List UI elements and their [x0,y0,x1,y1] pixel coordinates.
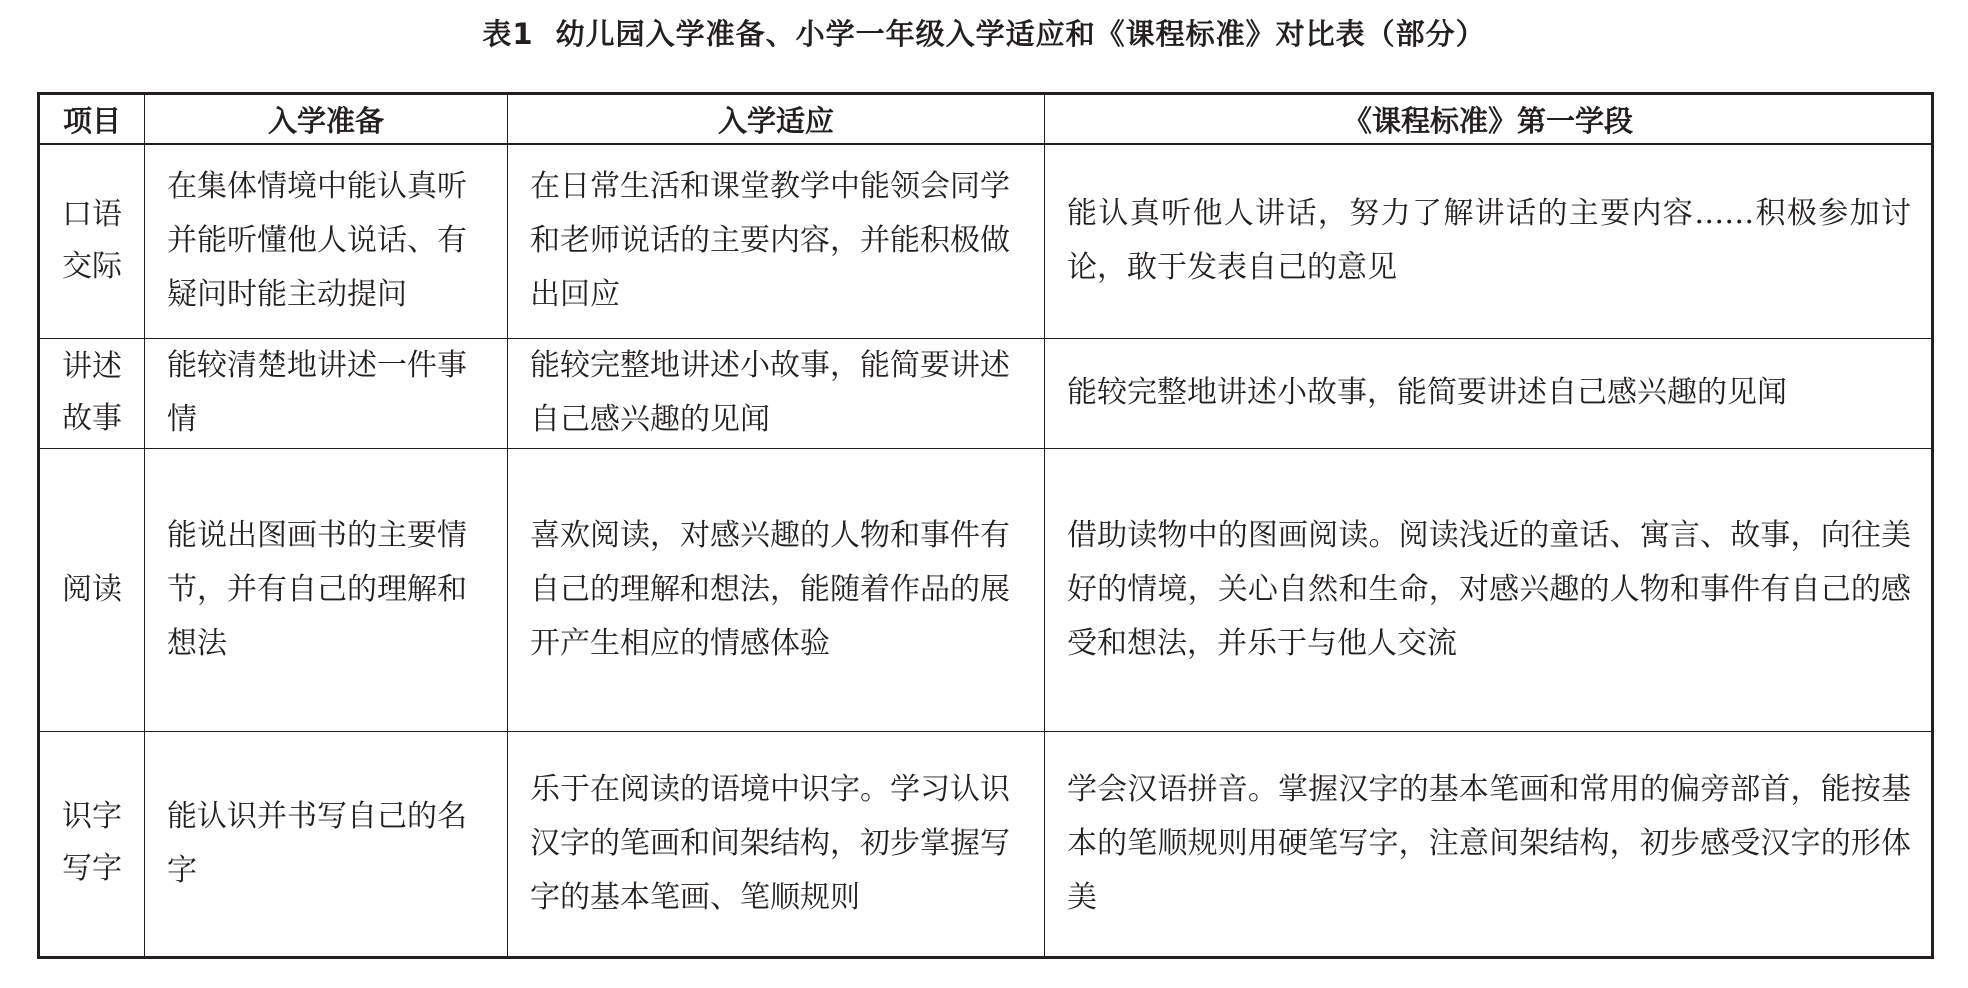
table-number: 表1 [482,17,534,51]
table-caption [0,12,1968,56]
preparation-cell: 能较清楚地讲述一件事情 [145,338,508,448]
header-row [39,94,1933,145]
table-row-reading [39,449,1933,732]
standard-cell: 借助读物中的图画阅读。阅读浅近的童话、寓言、故事，向往美好的情境，关心自然和生命，对感兴趣的人物和事件有自己的感受和想法，并乐于与他人交流 [1045,449,1933,732]
row-item-label: 讲述故事 [62,348,122,436]
preparation-cell: 能认识并书写自己的名字 [145,731,508,957]
standard-cell: 能认真听他人讲话，努力了解讲话的主要内容……积极参加讨论，敢于发表自己的意见 [1045,144,1933,338]
table-header [39,94,1933,145]
row-item-label: 口语交际 [62,196,122,284]
adaptation-cell: 在日常生活和课堂教学中能领会同学和老师说话的主要内容，并能积极做出回应 [508,144,1045,338]
table-body [39,144,1933,958]
adaptation-cell: 能较完整地讲述小故事，能简要讲述自己感兴趣的见闻 [508,338,1045,448]
row-item-cell [39,144,145,338]
header-item: 项目 [39,94,145,145]
adaptation-cell: 喜欢阅读，对感兴趣的人物和事件有自己的理解和想法，能随着作品的展开产生相应的情感体验 [508,449,1045,732]
header-standard: 《课程标准》第一学段 [1045,94,1933,145]
preparation-cell: 能说出图画书的主要情节，并有自己的理解和想法 [145,449,508,732]
standard-cell: 能较完整地讲述小故事，能简要讲述自己感兴趣的见闻 [1045,338,1933,448]
table-row-literacy [39,731,1933,957]
row-item-label: 识字写字 [62,799,122,887]
adaptation-cell: 乐于在阅读的语境中识字。学习认识汉字的笔画和间架结构，初步掌握写字的基本笔画、笔顺规则 [508,731,1045,957]
table-title: 幼儿园入学准备、小学一年级入学适应和《课程标准》对比表（部分） [555,17,1486,51]
header-adaptation: 入学适应 [508,94,1045,145]
table-row-storytelling [39,338,1933,448]
standard-cell: 学会汉语拼音。掌握汉字的基本笔画和常用的偏旁部首，能按基本的笔顺规则用硬笔写字，注意间架结构，初步感受汉字的形体美 [1045,731,1933,957]
row-item-cell [39,731,145,957]
preparation-cell: 在集体情境中能认真听并能听懂他人说话、有疑问时能主动提问 [145,144,508,338]
row-item-cell [39,449,145,732]
table-row-oral [39,144,1933,338]
header-preparation: 入学准备 [145,94,508,145]
comparison-table [37,92,1934,959]
row-item-label: 阅读 [62,571,122,607]
row-item-cell [39,338,145,448]
